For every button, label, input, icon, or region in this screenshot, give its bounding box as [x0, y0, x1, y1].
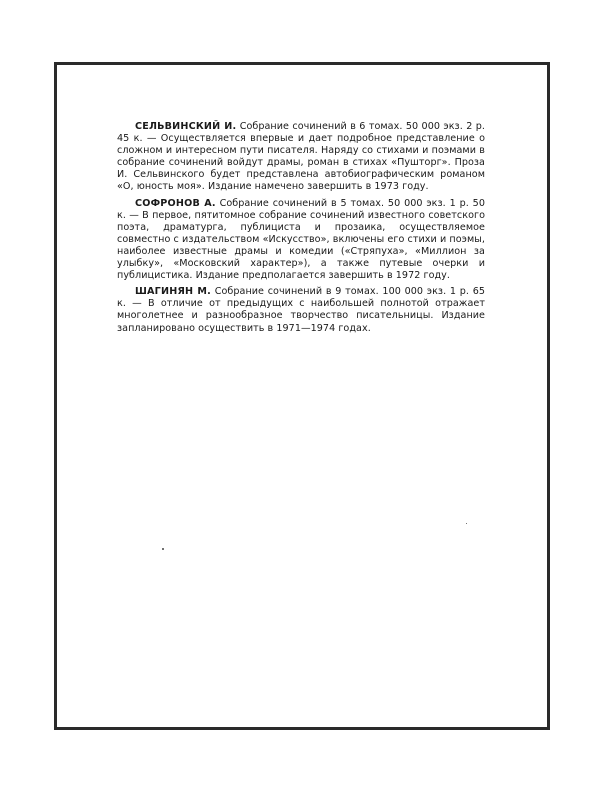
print-speck [466, 523, 467, 524]
entry-description: Собрание сочинений в 5 томах. 50 000 экз. 1 р. 50 к. — В первое, пятитомное собрание сочинений известного советского поэта, драматурга, публициста и прозаика, осуществляемое совместно с издательством «Искусство», включены его стихи и поэмы, наиболее известные драмы и комедии («Стряпуха», «Миллион за улыбку», «Московский характер»), а также путевые очерки и публицистика. Издание предполагается завершить в 1972 году. [117, 197, 485, 282]
entry-author: ШАГИНЯН М. [135, 286, 212, 298]
print-speck [162, 548, 164, 550]
entry-author: СЕЛЬВИНСКИЙ И. [135, 121, 237, 132]
catalog-entries [117, 121, 485, 339]
catalog-entry-selvinsky [117, 121, 485, 194]
entry-author: СОФРОНОВ А. [135, 197, 216, 209]
entry-description: Собрание сочинений в 6 томах. 50 000 экз. 2 р. 45 к. — Осуществляется впервые и дает подробное представление о сложном и интересном пути писателя. Наряду со стихами и поэмами в собрание сочинений войдут драмы, роман в стихах «Пушторг». Проза И. Сельвинского будет представлена автобиографическим романом «О, юность моя». Издание намечено завершить в 1973 году. [117, 121, 485, 193]
entry-description: Собрание сочинений в 9 томах. 100 000 экз. 1 р. 65 к. — В отличие от предыдущих с наибольшей полнотой отражает многолетнее и разнообразное творчество писательницы. Издание запланировано осуществить в 1971—1974 годах. [117, 286, 485, 334]
catalog-entry-sofronov [117, 198, 485, 283]
catalog-entry-shaginyan [117, 286, 485, 334]
